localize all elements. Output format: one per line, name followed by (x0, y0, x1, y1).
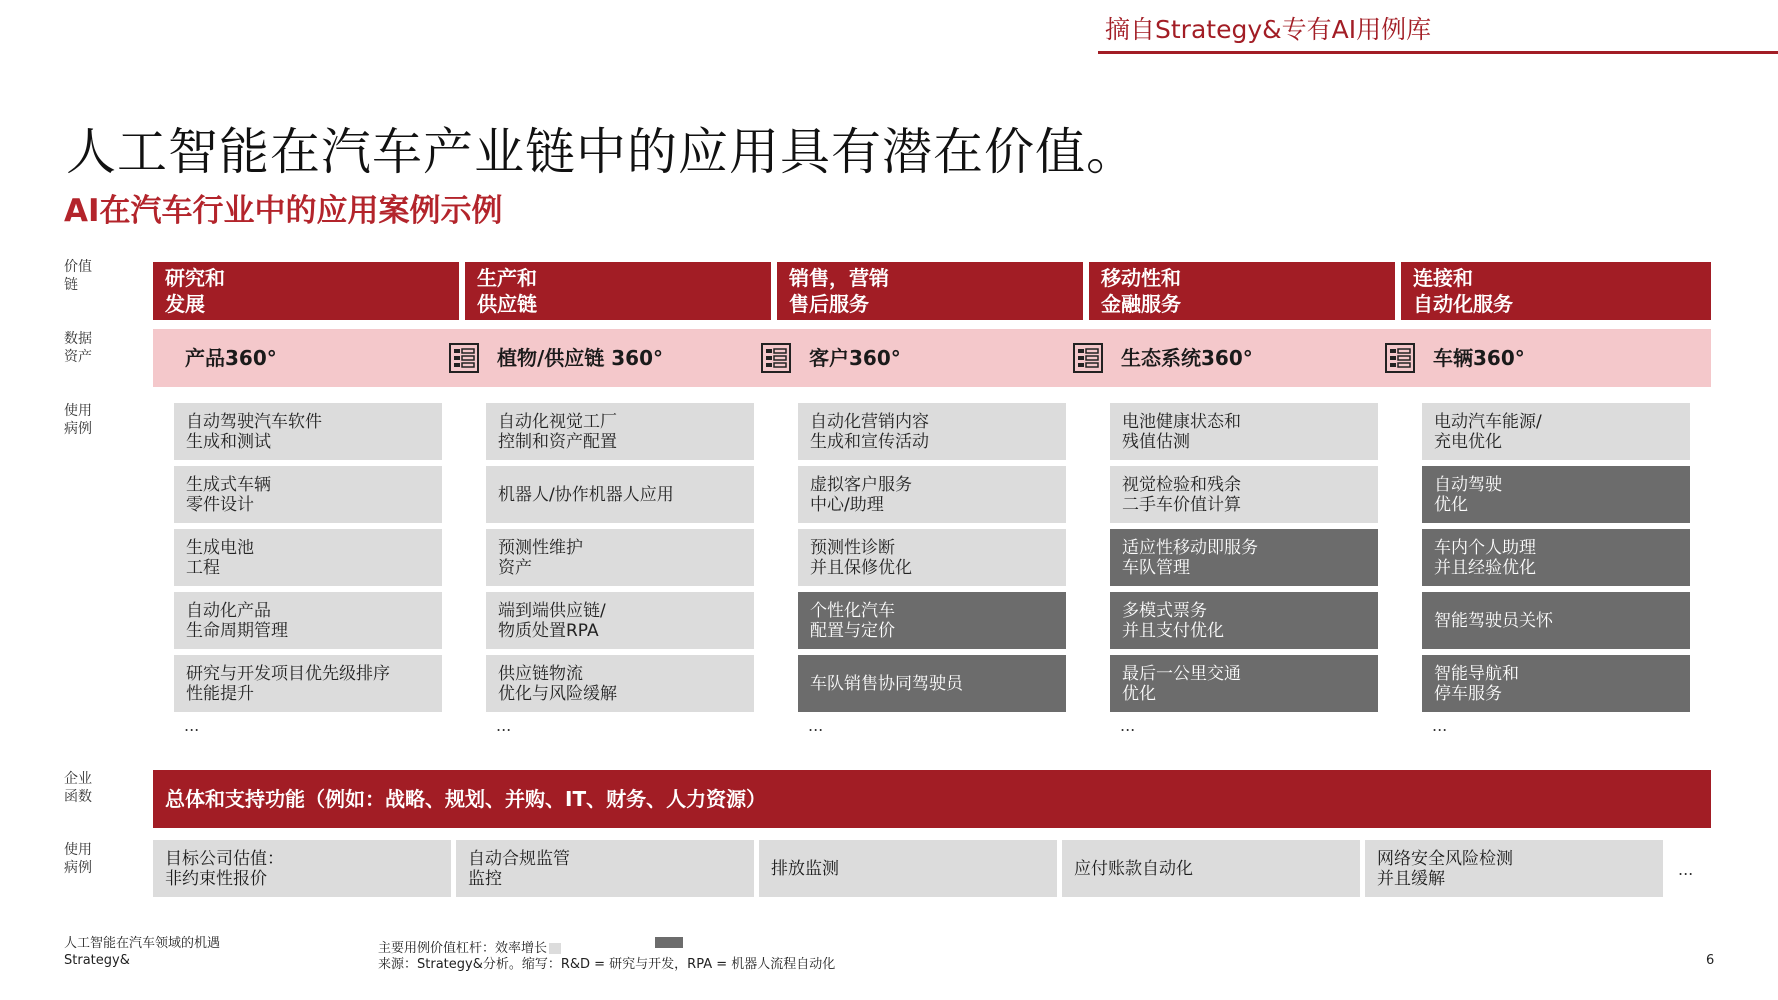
use-case-text: 最后一公里交通 优化 (1122, 663, 1241, 704)
use-case-text: 自动化营销内容 生成和宣传活动 (810, 411, 929, 452)
data-asset-vehicle: 车辆360° (1433, 346, 1525, 370)
use-case-card[interactable] (1110, 403, 1378, 460)
more-ellipsis: ... (1432, 716, 1448, 735)
row-label-enterprise: 企业 函数 (64, 771, 92, 805)
use-case-card[interactable] (174, 466, 442, 523)
use-case-card[interactable] (1422, 592, 1690, 649)
enterprise-use-case-text: 排放监测 (771, 858, 839, 879)
database-grid-icon (448, 342, 480, 374)
use-case-card[interactable] (1422, 529, 1690, 586)
use-case-text: 个性化汽车 配置与定价 (810, 600, 895, 641)
use-case-card[interactable] (798, 655, 1066, 712)
source-rule (1098, 51, 1778, 54)
enterprise-functions-bar: 总体和支持功能（例如：战略、规划、并购、IT、财务、人力资源） (153, 770, 1711, 828)
use-case-card[interactable] (798, 592, 1066, 649)
more-ellipsis: ... (1120, 716, 1136, 735)
value-chain-rnd: 研究和 发展 (153, 262, 462, 320)
enterprise-use-case-text: 目标公司估值： 非约束性报价 (165, 848, 284, 889)
use-case-card[interactable] (486, 403, 754, 460)
footer-report-title: 人工智能在汽车领域的机遇 (64, 936, 221, 951)
more-ellipsis: ... (1678, 860, 1694, 879)
enterprise-use-case-text: 自动合规监管 监控 (468, 848, 570, 889)
value-chain-connected: 连接和 自动化服务 (1401, 262, 1711, 320)
use-case-card[interactable] (1422, 466, 1690, 523)
use-case-card[interactable] (486, 466, 754, 523)
use-case-text: 端到端供应链/ 物质处置RPA (498, 600, 606, 641)
data-asset-customer: 客户360° (809, 346, 901, 370)
data-assets-bar (153, 329, 1711, 387)
use-case-text: 电动汽车能源/ 充电优化 (1434, 411, 1542, 452)
row-label-enterprise-use-cases: 使用 病例 (64, 842, 92, 876)
use-case-text: 车队销售协同驾驶员 (810, 673, 963, 694)
data-asset-plant-supply-chain: 植物/供应链 360° (497, 346, 664, 370)
enterprise-use-case-text: 网络安全风险检测 并且缓解 (1377, 848, 1513, 889)
database-grid-icon (1384, 342, 1416, 374)
use-case-text: 自动化视觉工厂 控制和资产配置 (498, 411, 617, 452)
use-case-text: 预测性维护 资产 (498, 537, 583, 578)
use-case-card[interactable] (1110, 466, 1378, 523)
more-ellipsis: ... (808, 716, 824, 735)
database-grid-icon (760, 342, 792, 374)
data-asset-product: 产品360° (185, 346, 277, 370)
page-number: 6 (1706, 953, 1715, 968)
use-case-text: 自动驾驶 优化 (1434, 474, 1502, 515)
use-case-card[interactable] (486, 529, 754, 586)
more-ellipsis: ... (184, 716, 200, 735)
use-case-text: 自动驾驶汽车软件 生成和测试 (186, 411, 322, 452)
use-case-card[interactable] (1110, 592, 1378, 649)
value-chain-sales: 销售，营销 售后服务 (777, 262, 1086, 320)
use-case-text: 多模式票务 并且支付优化 (1122, 600, 1224, 641)
footer-source-note: 来源：Strategy&分析。缩写：R&D = 研究与开发，RPA = 机器人流程自动化 (378, 957, 836, 972)
enterprise-use-case-card[interactable] (153, 840, 451, 897)
enterprise-use-case-card[interactable] (456, 840, 754, 897)
footer-brand: Strategy& (64, 953, 130, 968)
use-case-text: 虚拟客户服务 中心/助理 (810, 474, 912, 515)
use-case-text: 预测性诊断 并且保修优化 (810, 537, 912, 578)
source-tag: 摘自Strategy&专有AI用例库 (1105, 15, 1432, 44)
use-case-card[interactable] (798, 529, 1066, 586)
use-case-card[interactable] (486, 655, 754, 712)
use-case-text: 智能驾驶员关怀 (1434, 610, 1553, 631)
use-case-text: 生成电池 工程 (186, 537, 254, 578)
use-case-card[interactable] (486, 592, 754, 649)
use-case-card[interactable] (798, 466, 1066, 523)
use-case-card[interactable] (174, 529, 442, 586)
use-case-card[interactable] (174, 403, 442, 460)
row-label-data-assets: 数据 资产 (64, 331, 92, 365)
use-case-text: 机器人/协作机器人应用 (498, 484, 674, 505)
use-case-card[interactable] (1422, 655, 1690, 712)
value-chain-production: 生产和 供应链 (465, 262, 774, 320)
use-case-card[interactable] (174, 592, 442, 649)
use-case-text: 自动化产品 生命周期管理 (186, 600, 288, 641)
data-asset-ecosystem: 生态系统360° (1121, 346, 1253, 370)
page-subtitle: AI在汽车行业中的应用案例示例 (64, 193, 503, 229)
use-case-card[interactable] (174, 655, 442, 712)
use-case-text: 智能导航和 停车服务 (1434, 663, 1519, 704)
database-grid-icon (1072, 342, 1104, 374)
use-case-text: 研究与开发项目优先级排序 性能提升 (186, 663, 390, 704)
use-case-card[interactable] (1110, 655, 1378, 712)
row-label-value-chain: 价值 链 (64, 259, 92, 293)
enterprise-use-case-text: 应付账款自动化 (1074, 858, 1193, 879)
legend-text: 主要用例价值杠杆：效率增长 (378, 941, 548, 956)
use-case-text: 适应性移动即服务 车队管理 (1122, 537, 1258, 578)
value-chain-mobility: 移动性和 金融服务 (1089, 262, 1398, 320)
use-case-text: 生成式车辆 零件设计 (186, 474, 271, 515)
enterprise-use-case-card[interactable] (1365, 840, 1663, 897)
use-case-card[interactable] (1422, 403, 1690, 460)
use-case-text: 车内个人助理 并且经验优化 (1434, 537, 1536, 578)
use-case-card[interactable] (798, 403, 1066, 460)
enterprise-use-case-card[interactable] (759, 840, 1057, 897)
enterprise-use-case-card[interactable] (1062, 840, 1360, 897)
row-label-use-cases: 使用 病例 (64, 403, 92, 437)
use-case-text: 视觉检验和残余 二手车价值计算 (1122, 474, 1241, 515)
value-chain-bar (153, 262, 1711, 320)
page-title: 人工智能在汽车产业链中的应用具有潜在价值。 (66, 123, 1137, 181)
use-case-text: 电池健康状态和 残值估测 (1122, 411, 1241, 452)
use-case-card[interactable] (1110, 529, 1378, 586)
use-case-text: 供应链物流 优化与风险缓解 (498, 663, 617, 704)
more-ellipsis: ... (496, 716, 512, 735)
legend-dark-swatch (655, 937, 683, 948)
